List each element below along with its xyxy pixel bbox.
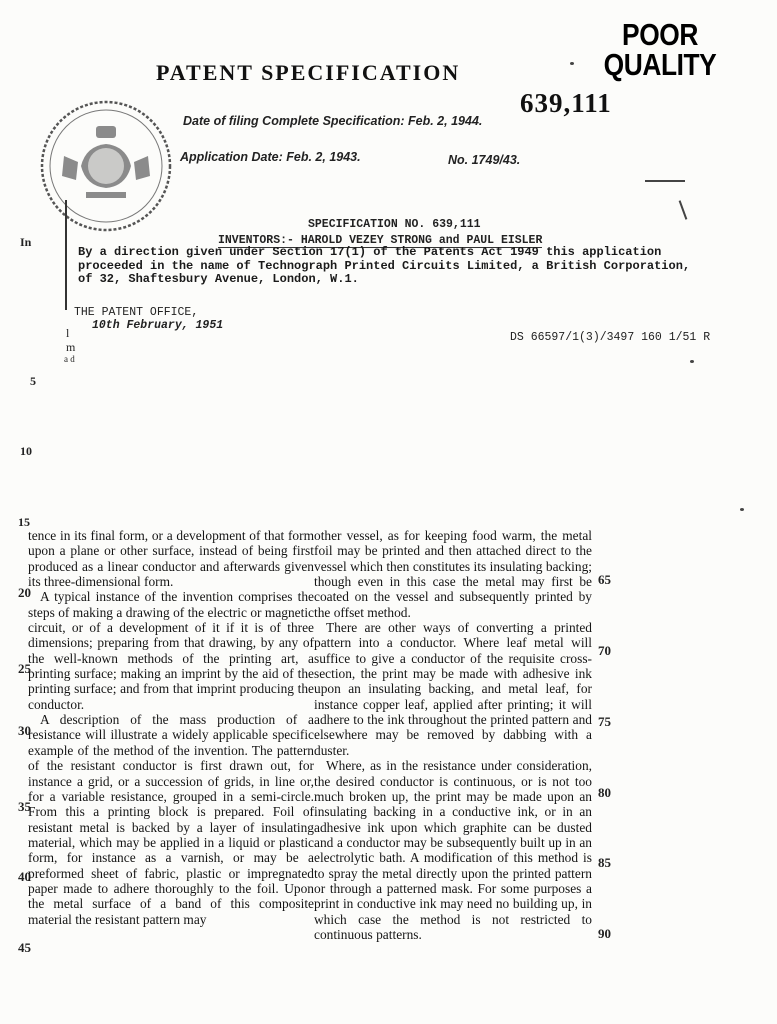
margin-mark-m: m — [66, 340, 76, 354]
paragraph: A description of the mass production of a resistance will illustrate a widely applicable specific example of the method of the invention. The pattern of the resistant conductor is first drawn out, for instance a grid, or a succession of grids, in line or, for a variable resistance, grouped in a semi-circle. From this a printing block is prepared. Foil of resistant metal is backed by a layer of insulating material, which may be applied in a liquid or plastic form, for instance as a varnish, or may be a preformed sheet of fabric, plastic or impregnated paper made to adhere thoroughly to the foil. Upon the metal surface of a band of this composite material the resistant pattern may — [28, 712, 314, 927]
col-line-90: 90 — [598, 926, 611, 941]
patent-office-block — [74, 306, 223, 332]
scan-speck — [740, 508, 744, 511]
specification-number: SPECIFICATION NO. 639,111 — [308, 218, 481, 231]
line-number-15: 15 — [18, 515, 30, 529]
col-line-35: 35 — [18, 799, 31, 814]
col-line-70: 70 — [598, 643, 611, 658]
body-column-left — [28, 528, 314, 927]
col-line-45: 45 — [18, 940, 31, 955]
body-column-right — [314, 528, 592, 942]
col-line-75: 75 — [598, 714, 611, 729]
col-line-80: 80 — [598, 785, 611, 800]
scan-speck — [645, 180, 685, 182]
application-date: Application Date: Feb. 2, 1943. — [180, 150, 361, 164]
patent-office-seal-icon — [36, 96, 176, 236]
inventors-line: INVENTORS:- HAROLD VEZEY STRONG and PAUL EISLER — [218, 234, 543, 247]
office-date: 10th February, 1951 — [92, 319, 224, 332]
stamp-line-2: QUALITY — [603, 47, 717, 82]
document-title: PATENT SPECIFICATION — [156, 60, 461, 85]
line-number-10: 10 — [20, 444, 32, 458]
ds-code: DS 66597/1(3)/3497 160 1/51 R — [510, 331, 711, 344]
paragraph: Where, as in the resistance under consideration, the desired conductor is continuous, or is not too much broken up, the print may be made upon an insulating backing in a conductive ink, or in an adhesive ink upon which graphite can be dusted and a conductor may be subsequently built up in an electrolytic bath. A modification of this method is to spray the metal directly upon the printed pattern or through a patterned mask. For some purposes a print in conductive ink may need no building up, in which case the method is not restricted to continuous patterns. — [314, 758, 592, 942]
paragraph: tence in its final form, or a development of that form upon a plane or other surface, instead of being first produced as a linear conductor and afterwards given its three-dimensional form. — [28, 528, 314, 590]
margin-mark-ad: a d — [64, 354, 75, 364]
col-line-40: 40 — [18, 869, 31, 884]
line-number-5: 5 — [30, 374, 36, 388]
stamp-line-1: POOR — [622, 17, 698, 52]
col-line-30: 30 — [18, 723, 31, 738]
col-line-20: 20 — [18, 585, 31, 600]
paragraph: other vessel, as for keeping food warm, the metal foil may be printed and then attached direct to the vessel which then constitutes its insulating backing; though even in this case the metal may first be coated on the vessel and subsequently printed by the offset method. — [314, 528, 592, 620]
paragraph: A typical instance of the invention comprises the steps of making a drawing of the electric or magnetic circuit, or of a development of it if it is of three dimensions; preparing from that drawing, by any of the well-known methods of the printing art, a printing surface; making an imprint by the aid of the printing surface; and from that imprint producing the conductor. — [28, 589, 314, 712]
patent-number: 639,111 — [520, 88, 612, 118]
filing-date: Date of filing Complete Specification: Feb. 2, 1944. — [183, 114, 483, 128]
col-line-25: 25 — [18, 661, 31, 676]
direction-paragraph: By a direction given under Section 17(1) of the Patents Act 1949 this application proceeded in the name of Technograph Printed Circuits Limited, a British Corporation, of 32, Shaftesbury Avenue, London, W.1. — [78, 245, 691, 286]
seal-bracket-line — [65, 200, 67, 310]
poor-quality-stamp — [601, 17, 720, 82]
margin-mark-in: In — [20, 235, 32, 249]
office-name: THE PATENT OFFICE, — [74, 306, 199, 319]
scan-speck — [570, 62, 574, 65]
scan-speck — [690, 360, 694, 363]
margin-mark-l: l — [66, 326, 70, 340]
scan-speck — [679, 200, 688, 219]
col-line-85: 85 — [598, 855, 611, 870]
col-line-65: 65 — [598, 572, 611, 587]
application-number: No. 1749/43. — [448, 153, 521, 167]
paragraph: There are other ways of converting a printed pattern into a conductor. Where leaf metal will suffice to give a conductor of the requisite cross-section, the print may be made with adhesive ink upon an insulating backing, and metal leaf, for instance copper leaf, applied after printing; it will adhere to the ink throughout the printed pattern and elsewhere may be removed by dabbing with a duster. — [314, 620, 592, 758]
